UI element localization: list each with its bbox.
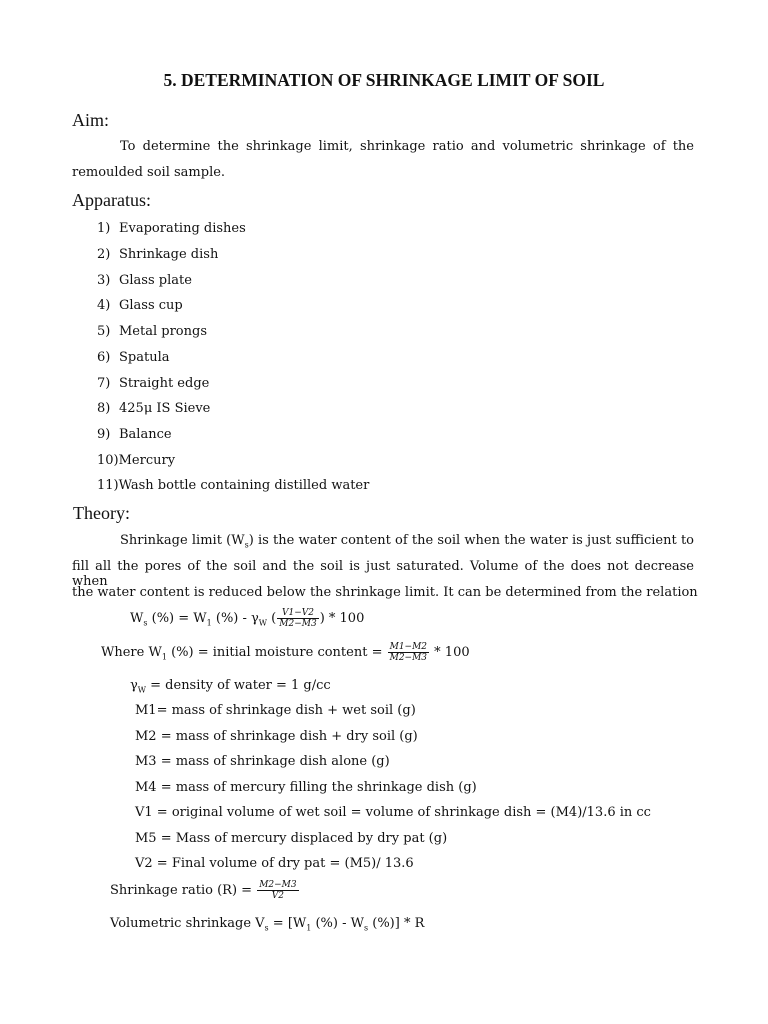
apparatus-item-text: Metal prongs: [119, 324, 207, 339]
apparatus-item: [97, 427, 172, 442]
apparatus-item-number: 1): [97, 221, 111, 236]
apparatus-item-number: 7): [97, 376, 111, 391]
definition-text: = density of water = 1 g/cc: [146, 678, 331, 693]
apparatus-item-text: Glass cup: [119, 298, 183, 313]
theory-text-line2: fill all the pores of the soil and the soil is just saturated. Volume of the does not decrease when: [72, 559, 694, 589]
shrinkage-limit-formula: [130, 608, 364, 629]
fraction-denominator: M2−M3: [279, 619, 317, 629]
apparatus-item-number: 9): [97, 427, 111, 442]
formula-subscript: 1: [161, 652, 167, 662]
formula-text: Where W: [101, 645, 162, 660]
apparatus-item-number: 11): [97, 478, 119, 493]
apparatus-item-text: Glass plate: [119, 273, 192, 288]
aim-text-line2: remoulded soil sample.: [72, 165, 226, 180]
apparatus-item-number: 6): [97, 350, 111, 365]
apparatus-item: [97, 247, 218, 262]
formula-text: (%) - γ: [211, 611, 259, 626]
apparatus-item-text: Mercury: [118, 453, 176, 468]
theory-heading: Theory:: [73, 503, 130, 523]
apparatus-item: [97, 350, 169, 365]
formula-subscript: 1: [306, 923, 312, 933]
definition-line: M1= mass of shrinkage dish + wet soil (g): [135, 703, 416, 718]
apparatus-item: [97, 401, 210, 416]
aim-heading: Aim:: [72, 110, 110, 130]
formula-text: (%) = initial moisture content =: [166, 645, 387, 660]
apparatus-item-number: 3): [97, 273, 111, 288]
formula-fraction: [257, 880, 298, 901]
apparatus-item: [97, 273, 192, 288]
formula-text: * 100: [430, 645, 470, 660]
apparatus-heading: Apparatus:: [72, 190, 151, 210]
fraction-numerator: V1−V2: [277, 608, 318, 619]
apparatus-item-text: 425μ IS Sieve: [119, 401, 211, 416]
formula-subscript: 1: [206, 618, 212, 628]
formula-text: Shrinkage ratio (R) =: [110, 883, 257, 898]
definition-subscript: W: [137, 685, 147, 695]
shrinkage-ratio-formula: [110, 880, 300, 901]
formula-text: (%)] * R: [368, 916, 425, 931]
definition-line: M4 = mass of mercury filling the shrinkage dish (g): [135, 780, 477, 795]
theory-text-line1: [120, 533, 694, 550]
apparatus-item: [97, 478, 369, 493]
formula-text: (%) = W: [147, 611, 207, 626]
theory-text-part: Shrinkage limit (W: [120, 533, 245, 548]
formula-text: Volumetric shrinkage V: [110, 916, 265, 931]
theory-text-part: ) is the water content of the soil when the water is just sufficient to: [248, 533, 694, 548]
formula-subscript: s: [364, 923, 369, 933]
formula-subscript: s: [264, 923, 269, 933]
apparatus-item-number: 10): [97, 453, 119, 468]
definition-line: V1 = original volume of wet soil = volume of shrinkage dish = (M4)/13.6 in cc: [135, 805, 651, 820]
apparatus-item-text: Spatula: [119, 350, 170, 365]
apparatus-item-text: Shrinkage dish: [119, 247, 219, 262]
apparatus-item: [97, 376, 209, 391]
fraction-numerator: M1−M2: [389, 642, 428, 652]
apparatus-item-text: Balance: [119, 427, 172, 442]
definition-line: V2 = Final volume of dry pat = (M5)/ 13.6: [135, 856, 414, 871]
apparatus-item-text: Evaporating dishes: [119, 221, 246, 236]
formula-fraction: [388, 642, 429, 663]
formula-subscript: W: [258, 618, 268, 628]
definition-line: M2 = mass of shrinkage dish + dry soil (g): [135, 729, 418, 744]
apparatus-item-text: Wash bottle containing distilled water: [118, 478, 370, 493]
apparatus-item-text: Straight edge: [119, 376, 210, 391]
volumetric-shrinkage-formula: [110, 916, 424, 933]
fraction-numerator: M2−M3: [259, 880, 297, 890]
aim-text-line1: To determine the shrinkage limit, shrinkage ratio and volumetric shrinkage of the: [120, 139, 694, 154]
formula-text: (%) - W: [311, 916, 364, 931]
initial-moisture-formula: [101, 642, 470, 663]
definition-line: [130, 678, 331, 695]
formula-subscript: s: [143, 618, 148, 628]
apparatus-item: [97, 221, 246, 236]
formula-fraction: [277, 608, 318, 629]
theory-subscript: s: [244, 540, 249, 550]
formula-text: = [W: [268, 916, 307, 931]
definition-line: M3 = mass of shrinkage dish alone (g): [135, 754, 390, 769]
apparatus-item: [97, 324, 207, 339]
formula-text: ) * 100: [319, 611, 365, 626]
apparatus-item-number: 4): [97, 298, 111, 313]
apparatus-item: [97, 453, 175, 468]
definition-text: γ: [130, 678, 138, 693]
fraction-denominator: M2−M3: [389, 653, 428, 663]
formula-text: W: [130, 611, 144, 626]
page-title: 5. DETERMINATION OF SHRINKAGE LIMIT OF SOIL: [163, 70, 605, 90]
theory-text-line3: the water content is reduced below the shrinkage limit. It can be determined from the relation: [72, 585, 698, 600]
apparatus-item: [97, 298, 183, 313]
formula-text: (: [267, 611, 277, 626]
apparatus-item-number: 8): [97, 401, 111, 416]
apparatus-item-number: 2): [97, 247, 111, 262]
definition-line: M5 = Mass of mercury displaced by dry pat (g): [135, 831, 448, 846]
apparatus-item-number: 5): [97, 324, 111, 339]
fraction-denominator: V2: [271, 891, 285, 901]
